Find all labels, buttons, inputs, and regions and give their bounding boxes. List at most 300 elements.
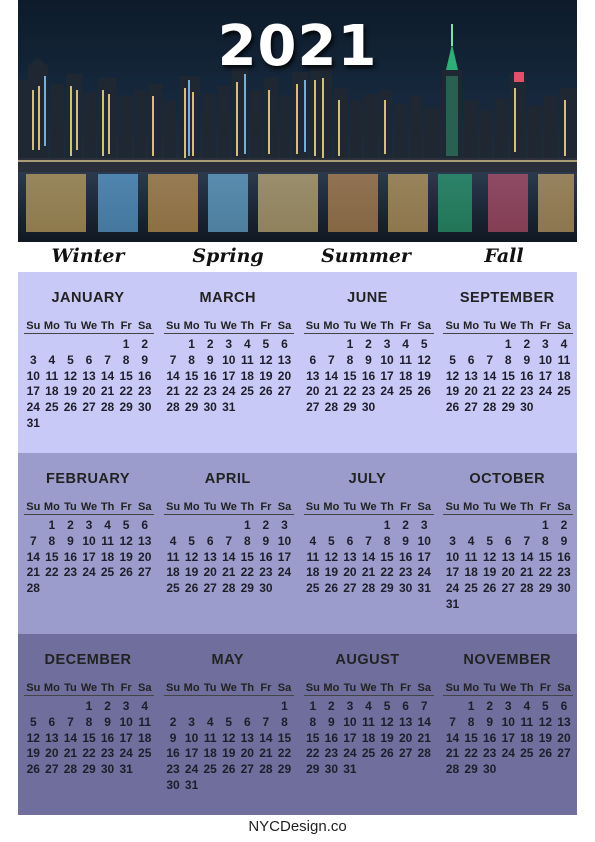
day-grid bbox=[443, 337, 573, 416]
weekday-label: Su bbox=[26, 320, 41, 332]
day-cell bbox=[238, 400, 257, 416]
day-cell: 16 bbox=[557, 549, 571, 564]
weekday-label: We bbox=[220, 682, 237, 694]
day-cell: 30 bbox=[398, 581, 413, 596]
weekday-label: Tu bbox=[483, 682, 496, 694]
day-cell: 18 bbox=[520, 730, 534, 745]
weekday-label: Su bbox=[445, 320, 460, 332]
day-grid bbox=[304, 699, 434, 778]
day-cell: 31 bbox=[184, 777, 199, 792]
day-cell: 28 bbox=[445, 762, 460, 777]
day-cell bbox=[135, 416, 154, 432]
month-april bbox=[158, 453, 298, 634]
day-cell: 5 bbox=[449, 352, 456, 367]
day-cell: 18 bbox=[306, 565, 320, 580]
day-cell: 27 bbox=[82, 400, 96, 415]
day-cell: 5 bbox=[420, 337, 428, 351]
day-cell bbox=[396, 762, 415, 778]
weekday-label: Fr bbox=[120, 320, 132, 332]
day-cell: 23 bbox=[138, 384, 152, 399]
day-cell: 25 bbox=[166, 581, 180, 596]
day-cell: 31 bbox=[119, 762, 133, 777]
weekday-label: Sa bbox=[277, 501, 292, 513]
day-cell: 21 bbox=[222, 565, 236, 580]
day-cell: 16 bbox=[63, 549, 78, 564]
day-cell: 29 bbox=[501, 400, 515, 415]
day-cell: 21 bbox=[166, 384, 180, 399]
weekday-label: Mo bbox=[323, 501, 340, 513]
day-cell: 10 bbox=[501, 714, 515, 729]
day-cell: 9 bbox=[560, 533, 568, 548]
day-cell: 31 bbox=[26, 415, 40, 430]
day-cell: 14 bbox=[520, 549, 534, 564]
day-cell: 11 bbox=[399, 352, 412, 367]
month-may bbox=[158, 634, 298, 815]
day-grid bbox=[164, 518, 294, 597]
day-cell: 10 bbox=[277, 533, 292, 548]
day-cell: 18 bbox=[166, 565, 180, 580]
weekday-label: Sa bbox=[557, 320, 571, 332]
day-cell bbox=[518, 762, 537, 778]
day-cell: 21 bbox=[26, 565, 40, 580]
day-cell: 30 bbox=[520, 400, 534, 415]
weekday-label: Th bbox=[100, 501, 115, 513]
day-cell: 19 bbox=[259, 368, 273, 383]
day-cell: 22 bbox=[343, 384, 357, 399]
day-cell: 15 bbox=[82, 730, 96, 745]
weekday-header bbox=[24, 320, 154, 334]
weekday-label: Tu bbox=[343, 501, 357, 513]
weekday-label: Tu bbox=[483, 320, 496, 332]
day-cell: 6 bbox=[309, 352, 317, 367]
month-june bbox=[298, 272, 438, 453]
day-cell bbox=[462, 337, 481, 353]
day-cell: 20 bbox=[82, 384, 96, 399]
day-cell bbox=[201, 518, 220, 534]
day-cell: 23 bbox=[324, 746, 339, 761]
month-november bbox=[437, 634, 577, 815]
day-cell: 24 bbox=[380, 384, 394, 399]
day-cell: 12 bbox=[259, 352, 273, 367]
season-spring: Spring bbox=[192, 245, 264, 267]
day-cell: 10 bbox=[417, 533, 431, 548]
day-cell: 13 bbox=[203, 549, 217, 564]
day-cell: 2 bbox=[104, 699, 111, 713]
day-cell: 14 bbox=[482, 368, 497, 383]
day-cell: 16 bbox=[100, 730, 115, 745]
day-cell: 10 bbox=[343, 714, 357, 729]
day-cell: 4 bbox=[243, 337, 251, 351]
day-cell bbox=[164, 337, 183, 353]
day-cell: 22 bbox=[306, 746, 320, 761]
day-cell: 12 bbox=[538, 714, 553, 729]
day-cell: 22 bbox=[240, 565, 254, 580]
day-cell: 22 bbox=[538, 565, 553, 580]
day-cell bbox=[98, 337, 117, 353]
day-cell: 23 bbox=[100, 746, 115, 761]
day-cell bbox=[480, 337, 499, 353]
day-cell: 23 bbox=[557, 565, 571, 580]
day-cell: 17 bbox=[538, 368, 553, 383]
day-cell: 17 bbox=[222, 368, 236, 383]
day-cell: 6 bbox=[206, 533, 214, 548]
weekday-header bbox=[164, 501, 294, 515]
day-cell: 27 bbox=[277, 384, 292, 399]
day-cell: 4 bbox=[104, 518, 111, 532]
month-august bbox=[298, 634, 438, 815]
weekday-label: Tu bbox=[343, 320, 357, 332]
weekday-label: Th bbox=[380, 682, 394, 694]
day-cell: 1 bbox=[467, 699, 475, 713]
day-cell: 29 bbox=[184, 400, 199, 415]
weekday-label: Su bbox=[26, 501, 41, 513]
day-cell bbox=[257, 778, 276, 794]
day-cell: 3 bbox=[281, 518, 288, 532]
day-cell bbox=[98, 581, 117, 597]
day-cell: 21 bbox=[63, 746, 78, 761]
day-cell: 3 bbox=[420, 518, 428, 532]
day-cell: 9 bbox=[328, 714, 335, 729]
day-cell: 24 bbox=[501, 746, 515, 761]
day-cell: 1 bbox=[542, 518, 549, 532]
weekday-header bbox=[443, 320, 573, 334]
day-cell bbox=[61, 581, 80, 597]
weekday-label: Th bbox=[520, 320, 534, 332]
day-cell: 12 bbox=[324, 549, 339, 564]
day-cell bbox=[304, 518, 323, 534]
day-cell: 16 bbox=[482, 730, 497, 745]
day-cell: 25 bbox=[240, 384, 254, 399]
day-cell: 3 bbox=[346, 699, 354, 713]
day-cell: 5 bbox=[486, 533, 494, 548]
day-cell: 30 bbox=[324, 762, 339, 777]
day-cell: 8 bbox=[281, 714, 288, 729]
day-cell: 13 bbox=[343, 549, 357, 564]
season-labels bbox=[18, 242, 577, 272]
day-cell: 8 bbox=[309, 714, 317, 729]
day-cell: 19 bbox=[482, 565, 497, 580]
day-cell bbox=[518, 597, 537, 613]
day-cell: 18 bbox=[100, 549, 115, 564]
day-cell bbox=[135, 581, 154, 597]
day-cell bbox=[164, 699, 183, 715]
day-cell: 2 bbox=[328, 699, 335, 713]
day-cell: 23 bbox=[398, 565, 413, 580]
day-cell: 24 bbox=[343, 746, 357, 761]
month-february bbox=[18, 453, 158, 634]
day-cell: 25 bbox=[138, 746, 152, 761]
day-cell: 15 bbox=[464, 730, 478, 745]
day-cell: 17 bbox=[417, 549, 431, 564]
day-cell: 22 bbox=[464, 746, 478, 761]
day-cell bbox=[518, 518, 537, 534]
weekday-label: We bbox=[360, 682, 377, 694]
day-cell: 24 bbox=[222, 384, 236, 399]
day-cell: 14 bbox=[361, 549, 376, 564]
day-cell: 28 bbox=[417, 746, 431, 761]
day-cell bbox=[480, 597, 499, 613]
day-cell bbox=[536, 400, 555, 416]
day-cell: 11 bbox=[203, 730, 217, 745]
day-cell: 1 bbox=[48, 518, 56, 532]
day-cell: 28 bbox=[520, 581, 534, 596]
day-cell: 11 bbox=[557, 352, 571, 367]
day-cell: 13 bbox=[501, 549, 515, 564]
day-cell: 21 bbox=[324, 384, 339, 399]
day-cell: 5 bbox=[262, 337, 270, 351]
day-cell: 11 bbox=[240, 352, 254, 367]
day-grid bbox=[443, 518, 573, 613]
day-cell: 16 bbox=[398, 549, 413, 564]
month-name: FEBRUARY bbox=[45, 471, 131, 487]
day-cell: 27 bbox=[138, 565, 152, 580]
day-cell bbox=[24, 699, 43, 715]
weekday-label: Tu bbox=[343, 682, 357, 694]
day-cell: 4 bbox=[309, 533, 317, 548]
day-cell: 18 bbox=[557, 368, 571, 383]
weekday-label: Fr bbox=[260, 501, 272, 513]
day-cell: 24 bbox=[119, 746, 133, 761]
day-cell: 19 bbox=[324, 565, 339, 580]
day-cell: 16 bbox=[166, 746, 180, 761]
month-name: JANUARY bbox=[51, 290, 125, 306]
calendar-row-2 bbox=[18, 453, 577, 634]
weekday-header bbox=[164, 320, 294, 334]
day-cell: 3 bbox=[188, 714, 195, 729]
day-cell: 2 bbox=[262, 518, 270, 532]
day-cell: 21 bbox=[482, 384, 497, 399]
weekday-label: Tu bbox=[483, 501, 496, 513]
weekday-header bbox=[24, 501, 154, 515]
day-cell bbox=[415, 400, 434, 416]
day-cell: 21 bbox=[520, 565, 534, 580]
weekday-label: Fr bbox=[400, 320, 412, 332]
day-cell: 1 bbox=[309, 699, 317, 713]
weekday-label: Tu bbox=[64, 501, 77, 513]
day-cell: 1 bbox=[85, 699, 93, 713]
day-cell bbox=[443, 337, 462, 353]
day-cell: 26 bbox=[259, 384, 273, 399]
day-cell: 8 bbox=[504, 352, 512, 367]
weekday-header bbox=[304, 501, 434, 515]
weekday-label: Mo bbox=[463, 501, 480, 513]
day-cell bbox=[43, 581, 62, 597]
day-cell: 29 bbox=[538, 581, 553, 596]
day-cell bbox=[322, 518, 341, 534]
day-cell: 22 bbox=[119, 384, 133, 399]
month-name: APRIL bbox=[204, 471, 251, 487]
month-name: DECEMBER bbox=[44, 652, 132, 668]
weekday-label: Su bbox=[166, 501, 181, 513]
calendar-grid bbox=[18, 272, 577, 814]
day-cell: 30 bbox=[482, 762, 497, 777]
day-cell: 30 bbox=[557, 581, 571, 596]
day-cell: 20 bbox=[306, 384, 320, 399]
day-cell: 2 bbox=[67, 518, 74, 532]
day-cell: 22 bbox=[184, 384, 199, 399]
day-cell: 26 bbox=[184, 581, 199, 596]
day-cell: 20 bbox=[557, 730, 571, 745]
day-cell: 9 bbox=[523, 352, 531, 367]
day-cell: 24 bbox=[538, 384, 553, 399]
day-cell bbox=[61, 416, 80, 432]
day-cell bbox=[480, 518, 499, 534]
weekday-label: Sa bbox=[417, 682, 431, 694]
day-cell: 8 bbox=[383, 533, 391, 548]
day-cell bbox=[275, 581, 294, 597]
day-cell: 27 bbox=[343, 581, 357, 596]
day-cell: 16 bbox=[520, 368, 534, 383]
weekday-label: Fr bbox=[539, 501, 551, 513]
weekday-label: Su bbox=[305, 501, 320, 513]
day-cell bbox=[219, 518, 238, 534]
day-cell bbox=[80, 337, 99, 353]
day-cell: 8 bbox=[542, 533, 549, 548]
day-cell: 2 bbox=[365, 337, 372, 351]
day-cell: 19 bbox=[538, 730, 553, 745]
day-cell: 11 bbox=[138, 714, 152, 729]
day-cell: 6 bbox=[560, 699, 568, 713]
day-cell: 8 bbox=[48, 533, 56, 548]
day-cell bbox=[443, 699, 462, 715]
day-cell: 22 bbox=[380, 565, 394, 580]
month-october bbox=[437, 453, 577, 634]
weekday-label: Fr bbox=[260, 682, 272, 694]
day-cell bbox=[499, 518, 518, 534]
day-cell: 14 bbox=[63, 730, 78, 745]
day-cell: 2 bbox=[402, 518, 409, 532]
day-cell bbox=[24, 518, 43, 534]
day-cell bbox=[80, 416, 99, 432]
day-cell: 3 bbox=[449, 533, 456, 548]
day-cell: 19 bbox=[222, 746, 236, 761]
day-cell: 20 bbox=[343, 565, 357, 580]
day-cell: 24 bbox=[184, 762, 199, 777]
day-cell: 9 bbox=[365, 352, 372, 367]
weekday-label: Tu bbox=[64, 682, 77, 694]
weekday-label: Fr bbox=[400, 501, 412, 513]
weekday-label: Mo bbox=[43, 320, 60, 332]
weekday-label: We bbox=[500, 320, 517, 332]
day-cell: 23 bbox=[361, 384, 376, 399]
day-cell bbox=[219, 778, 238, 794]
day-cell: 21 bbox=[361, 565, 376, 580]
day-cell: 1 bbox=[122, 337, 130, 351]
day-cell: 9 bbox=[67, 533, 74, 548]
day-cell: 25 bbox=[557, 384, 571, 399]
weekday-label: We bbox=[500, 501, 517, 513]
day-cell: 21 bbox=[100, 384, 115, 399]
day-cell: 12 bbox=[26, 730, 40, 745]
day-cell: 17 bbox=[343, 730, 357, 745]
day-cell: 14 bbox=[259, 730, 273, 745]
day-cell: 13 bbox=[82, 368, 96, 383]
day-cell: 26 bbox=[380, 746, 394, 761]
day-cell: 19 bbox=[184, 565, 199, 580]
weekday-label: Sa bbox=[138, 682, 152, 694]
day-cell: 11 bbox=[101, 533, 114, 548]
day-cell: 23 bbox=[259, 565, 273, 580]
day-cell: 15 bbox=[306, 730, 320, 745]
season-summer: Summer bbox=[321, 245, 411, 267]
month-july bbox=[298, 453, 438, 634]
day-cell bbox=[257, 400, 276, 416]
day-cell: 6 bbox=[281, 337, 288, 351]
day-cell: 23 bbox=[482, 746, 497, 761]
weekday-label: Tu bbox=[203, 320, 217, 332]
day-cell: 25 bbox=[100, 565, 115, 580]
month-name: SEPTEMBER bbox=[459, 290, 555, 306]
day-cell: 22 bbox=[277, 746, 292, 761]
weekday-header bbox=[443, 501, 573, 515]
weekday-label: Th bbox=[240, 501, 255, 513]
day-cell: 29 bbox=[380, 581, 394, 596]
day-cell: 15 bbox=[538, 549, 553, 564]
day-grid bbox=[24, 699, 154, 778]
day-grid bbox=[24, 337, 154, 432]
day-cell: 12 bbox=[119, 533, 133, 548]
day-cell: 11 bbox=[45, 368, 59, 383]
day-cell: 15 bbox=[119, 368, 133, 383]
weekday-label: Th bbox=[380, 501, 394, 513]
day-cell: 19 bbox=[417, 368, 431, 383]
day-cell: 10 bbox=[26, 368, 40, 383]
day-cell: 15 bbox=[184, 368, 199, 383]
day-cell: 14 bbox=[100, 368, 115, 383]
day-cell: 7 bbox=[449, 714, 456, 729]
day-cell: 28 bbox=[222, 581, 236, 596]
day-cell: 17 bbox=[501, 730, 515, 745]
day-cell bbox=[322, 337, 341, 353]
day-cell: 12 bbox=[445, 368, 460, 383]
day-cell bbox=[275, 778, 294, 794]
footer-brand: NYCDesign.co bbox=[248, 818, 347, 835]
day-cell bbox=[443, 518, 462, 534]
day-cell: 28 bbox=[361, 581, 376, 596]
day-cell: 19 bbox=[380, 730, 394, 745]
day-cell: 26 bbox=[119, 565, 133, 580]
day-cell: 26 bbox=[26, 762, 40, 777]
day-cell: 13 bbox=[277, 352, 292, 367]
weekday-label: Mo bbox=[43, 501, 60, 513]
day-cell: 16 bbox=[259, 549, 273, 564]
weekday-label: Mo bbox=[183, 682, 200, 694]
day-cell: 4 bbox=[365, 699, 372, 713]
day-cell: 5 bbox=[328, 533, 335, 548]
day-cell: 11 bbox=[464, 549, 478, 564]
day-cell: 15 bbox=[501, 368, 515, 383]
day-cell: 10 bbox=[119, 714, 133, 729]
day-cell: 4 bbox=[141, 699, 149, 713]
day-cell: 7 bbox=[104, 352, 111, 367]
weekday-label: Sa bbox=[557, 682, 571, 694]
weekday-label: Mo bbox=[463, 320, 480, 332]
day-cell bbox=[275, 400, 294, 416]
day-cell bbox=[117, 416, 136, 432]
day-cell: 8 bbox=[188, 352, 195, 367]
month-december bbox=[18, 634, 158, 815]
month-name: MARCH bbox=[199, 290, 256, 306]
weekday-label: Su bbox=[166, 320, 181, 332]
day-cell: 1 bbox=[243, 518, 251, 532]
weekday-label: Sa bbox=[557, 501, 571, 513]
day-cell bbox=[378, 400, 397, 416]
day-cell: 17 bbox=[82, 549, 96, 564]
day-cell: 3 bbox=[122, 699, 130, 713]
day-cell: 17 bbox=[26, 384, 40, 399]
day-cell: 7 bbox=[169, 352, 177, 367]
day-cell: 11 bbox=[306, 549, 320, 564]
